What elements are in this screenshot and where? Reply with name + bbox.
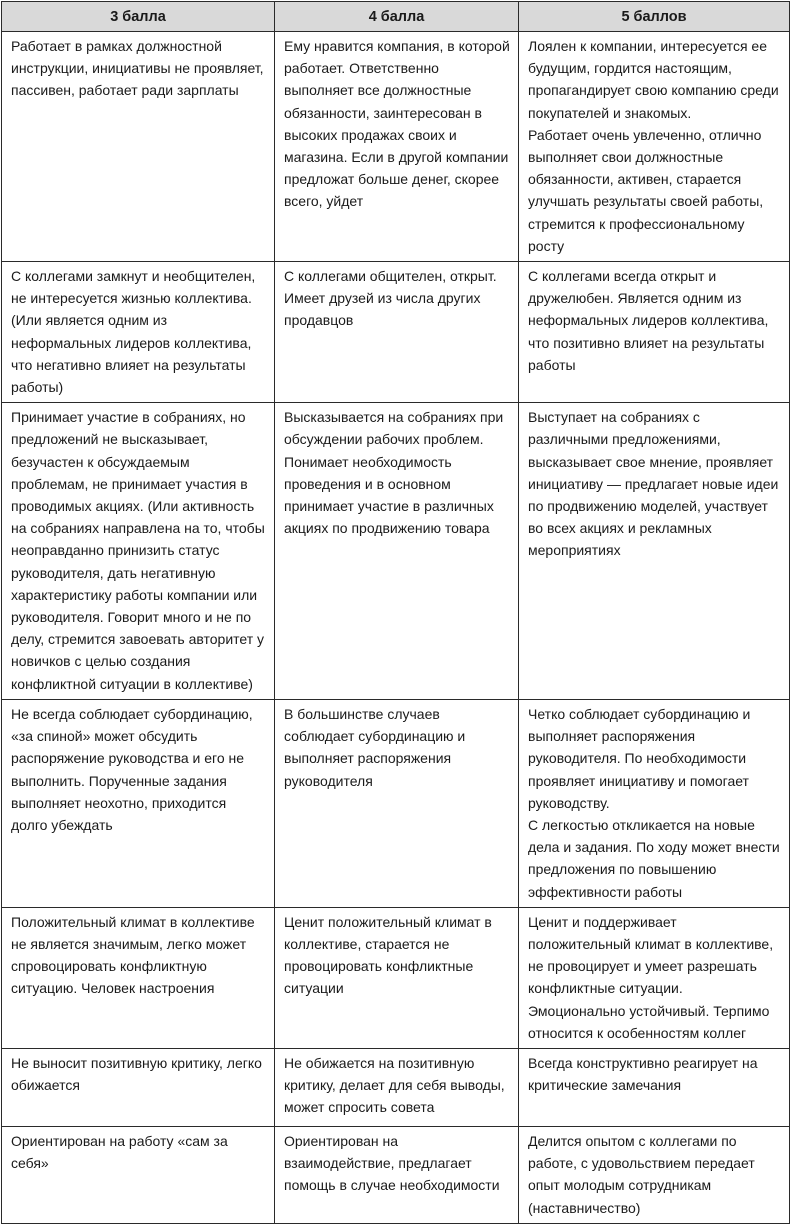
cell-text: Высказывается на собраниях при обсуждении рабочих проблем. Понимает необходимость проведения и в основном принимает участие в различных акциях по продвижению товара [284, 409, 504, 537]
cell-4-points [275, 1048, 519, 1126]
cell-5-points [519, 699, 790, 907]
table-row [2, 32, 790, 262]
cell-4-points [275, 32, 519, 262]
cell-text: Четко соблюдает субординацию и выполняет распоряжения руководителя. По необходимости проявляет инициативу и помогает руководству. [528, 705, 751, 811]
cell-text: Всегда конструктивно реагирует на критические замечания [528, 1054, 758, 1094]
cell-text: Ориентирован на работу «сам за себя» [11, 1132, 228, 1172]
cell-text: Положительный климат в коллективе не является значимым, легко может спровоцировать конфликтную ситуацию. Человек настроения [11, 913, 255, 997]
cell-3-points [2, 907, 275, 1048]
cell-text: С коллегами общителен, открыт. Имеет друзей из числа других продавцов [284, 268, 497, 329]
cell-5-points [519, 32, 790, 262]
cell-5-points [519, 1048, 790, 1126]
cell-text: Выступает на собраниях с различными предложениями, высказывает свое мнение, проявляет инициативу — предлагает новые идеи по продвижению моделей, участвует во всех акциях и рекламных мероприятиях [528, 409, 779, 559]
cell-3-points [2, 262, 275, 403]
cell-3-points [2, 403, 275, 700]
cell-5-points [519, 262, 790, 403]
cell-4-points [275, 699, 519, 907]
evaluation-table [1, 1, 790, 1224]
cell-text: Ценит и поддерживает положительный климат в коллективе, не провоцирует и умеет разрешать конфликтные ситуации. Эмоционально устойчивый. Терпимо относится к особенностям коллег [528, 913, 774, 1041]
cell-4-points [275, 403, 519, 700]
table-row [2, 699, 790, 907]
cell-text: С коллегами замкнут и необщителен, не интересуется жизнью коллектива. (Или является одним из неформальных лидеров коллектива, что негативно влияет на результаты работы) [11, 268, 256, 396]
cell-text: Не всегда соблюдает субординацию, «за спиной» может обсудить распоряжение руководства и его не выполнить. Порученные задания выполняет неохотно, приходится долго убеждать [11, 705, 253, 833]
header-5-points: 5 баллов [519, 2, 790, 32]
cell-text: Ориентирован на взаимодействие, предлагает помощь в случае необходимости [284, 1132, 500, 1194]
cell-text: Не выносит позитивную критику, легко обижается [11, 1054, 262, 1094]
cell-text: Лоялен к компании, интересуется ее будущим, гордится настоящим, пропагандирует свою компанию среди покупателей и знакомых. [528, 38, 779, 121]
cell-text: Ему нравится компания, в которой работает. Ответственно выполняет все должностные обязанности, заинтересован в высоких продажах своих и магазина. Если в другой компании предложат больше денег, скорее всего, уйдет [284, 38, 510, 210]
header-3-points: 3 балла [2, 2, 275, 32]
cell-text: Не обижается на позитивную критику, делает для себя выводы, может спросить совета [284, 1054, 505, 1116]
header-4-points: 4 балла [275, 2, 519, 32]
cell-3-points [2, 699, 275, 907]
cell-4-points [275, 907, 519, 1048]
table-row [2, 907, 790, 1048]
cell-text: Работает в рамках должностной инструкции, инициативы не проявляет, пассивен, работает ради зарплаты [11, 38, 264, 99]
cell-4-points [275, 262, 519, 403]
table-row [2, 1048, 790, 1126]
cell-3-points [2, 1126, 275, 1223]
table-row [2, 403, 790, 700]
cell-3-points [2, 32, 275, 262]
cell-5-points [519, 1126, 790, 1223]
cell-text: С коллегами всегда открыт и дружелюбен. Является одним из неформальных лидеров коллектива, что позитивно влияет на результаты работы [528, 268, 769, 373]
cell-4-points [275, 1126, 519, 1223]
cell-5-points [519, 907, 790, 1048]
cell-text: Работает очень увлеченно, отлично выполняет свои должностные обязанности, активен, старается улучшать результаты своей работы, стремится к профессиональному росту [528, 126, 764, 254]
cell-text: Делится опытом с коллегами по работе, с удовольствием передает опыт молодым сотрудникам (наставничество) [528, 1132, 755, 1216]
header-row [2, 2, 790, 32]
table-row [2, 1126, 790, 1223]
cell-5-points [519, 403, 790, 700]
cell-text: Принимает участие в собраниях, но предложений не высказывает, безучастен к обсуждаемым проблемам, не принимает участия в проводимых акциях. (Или активность на собраниях направлена на то, чтобы неоправданно принизить статус руководителя, дать негативную характеристику работы компании или руководителя. Говорит много и не по делу, стремится завоевать авторитет у новичков с целью создания конфликтной ситуации в коллективе) [11, 409, 265, 692]
cell-3-points [2, 1048, 275, 1126]
cell-text: С легкостью откликается на новые дела и задания. По ходу может внести предложения по повышению эффективности работы [528, 816, 780, 900]
table-row [2, 262, 790, 403]
cell-text: В большинстве случаев соблюдает субординацию и выполняет распоряжения руководителя [284, 705, 466, 789]
cell-text: Ценит положительный климат в коллективе, старается не провоцировать конфликтные ситуации [284, 913, 492, 997]
